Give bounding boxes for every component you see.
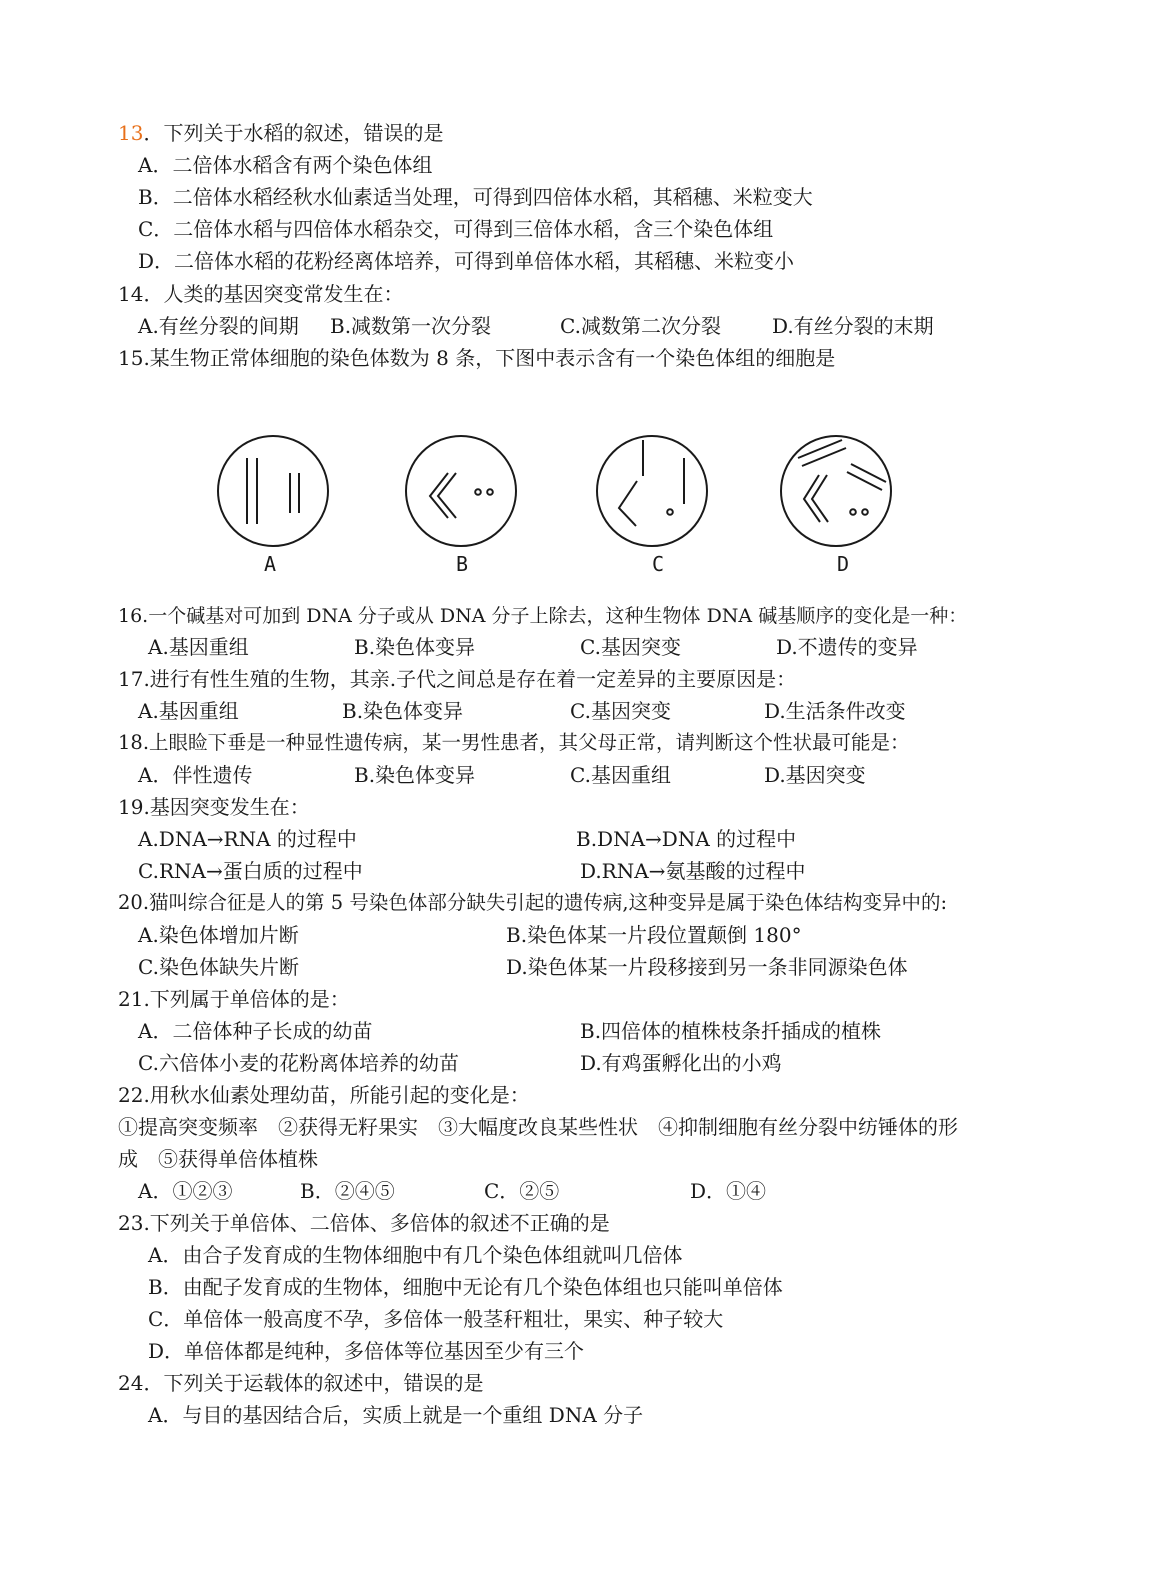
question-13-option-a: A．二倍体水稻含有两个染色体组 [138, 153, 433, 177]
question-19-option-c: C.RNA→蛋白质的过程中 [138, 859, 363, 883]
question-14-option-d: D.有丝分裂的末期 [772, 314, 934, 338]
question-15-stem: 15.某生物正常体细胞的染色体数为 8 条，下图中表示含有一个染色体组的细胞是 [118, 346, 836, 370]
question-19-option-a: A.DNA→RNA 的过程中 [138, 827, 357, 851]
question-22-option-d: D．①④ [690, 1179, 767, 1203]
question-21-stem: 21.下列属于单倍体的是： [118, 987, 350, 1011]
question-23-option-c: C．单倍体一般高度不孕，多倍体一般茎秆粗壮，果实、种子较大 [148, 1307, 724, 1331]
question-16-option-b: B.染色体变异 [354, 635, 476, 659]
question-21-option-a: A．二倍体种子长成的幼苗 [138, 1019, 373, 1043]
question-13-stem [118, 120, 443, 146]
question-22-option-a: A．①②③ [138, 1179, 233, 1203]
question-22-option-c: C．②⑤ [484, 1179, 560, 1203]
question-17-option-c: C.基因突变 [570, 699, 671, 723]
question-14-option-b: B.减数第一次分裂 [330, 314, 492, 338]
question-20-option-a: A.染色体增加片断 [138, 923, 299, 947]
question-19-option-d: D.RNA→氨基酸的过程中 [580, 859, 806, 883]
question-16-option-d: D.不遗传的变异 [776, 635, 918, 659]
question-20-stem: 20.猫叫综合征是人的第 5 号染色体部分缺失引起的遗传病,这种变异是属于染色体结构变异中的: [118, 891, 948, 914]
question-13-option-b: B．二倍体水稻经秋水仙素适当处理，可得到四倍体水稻，其稻穗、米粒变大 [138, 185, 813, 209]
question-20-option-b: B.染色体某一片段位置颠倒 180° [506, 923, 802, 947]
question-24-stem: 24．下列关于运载体的叙述中，错误的是 [118, 1371, 484, 1395]
question-19-stem: 19.基因突变发生在： [118, 795, 310, 819]
question-24-option-a: A．与目的基因结合后，实质上就是一个重组 DNA 分子 [148, 1403, 644, 1427]
question-13-number: 13 [118, 121, 144, 145]
question-22-option-b: B．②④⑤ [300, 1179, 395, 1203]
question-13-text: ．下列关于水稻的叙述，错误的是 [143, 121, 444, 145]
question-21-option-d: D.有鸡蛋孵化出的小鸡 [580, 1051, 782, 1075]
figure-label-b: B [456, 552, 469, 576]
question-23-option-b: B．由配子发育成的生物体，细胞中无论有几个染色体组也只能叫单倍体 [148, 1275, 783, 1299]
cell-c [597, 436, 707, 546]
question-17-option-a: A.基因重组 [138, 699, 239, 723]
question-16-stem: 16.一个碱基对可加到 DNA 分子或从 DNA 分子上除去，这种生物体 DNA 碱基顺序的变化是一种： [118, 605, 968, 627]
question-20-option-c: C.染色体缺失片断 [138, 955, 299, 979]
question-23-option-d: D．单倍体都是纯种，多倍体等位基因至少有三个 [148, 1339, 585, 1363]
question-23-option-a: A．由合子发育成的生物体细胞中有几个染色体组就叫几倍体 [148, 1243, 683, 1267]
figure-label-a: A [264, 552, 277, 576]
question-16-option-c: C.基因突变 [580, 635, 681, 659]
question-17-option-d: D.生活条件改变 [764, 699, 906, 723]
chromosome-cell-figure [200, 418, 920, 578]
question-18-option-c: C.基因重组 [570, 763, 671, 787]
figure-label-c: C [652, 552, 665, 576]
question-17-stem: 17.进行有性生殖的生物，其亲.子代之间总是存在着一定差异的主要原因是： [118, 667, 797, 691]
question-17-option-b: B.染色体变异 [342, 699, 464, 723]
question-18-option-b: B.染色体变异 [354, 763, 476, 787]
question-14-option-a: A.有丝分裂的间期 [138, 314, 299, 338]
question-23-stem: 23.下列关于单倍体、二倍体、多倍体的叙述不正确的是 [118, 1211, 610, 1235]
question-22-items-line-2: 成 ⑤获得单倍体植株 [118, 1147, 318, 1171]
question-18-option-d: D.基因突变 [764, 763, 866, 787]
figure-label-d: D [837, 552, 850, 576]
question-21-option-b: B.四倍体的植株枝条扦插成的植株 [580, 1019, 882, 1043]
question-14-stem: 14．人类的基因突变常发生在： [118, 282, 404, 306]
question-22-items-line-1: ①提高突变频率 ②获得无籽果实 ③大幅度改良某些性状 ④抑制细胞有丝分裂中纺锤体的形 [118, 1115, 958, 1139]
question-22-stem: 22.用秋水仙素处理幼苗，所能引起的变化是： [118, 1083, 530, 1107]
question-18-option-a: A．伴性遗传 [138, 763, 253, 787]
question-18-stem: 18.上眼睑下垂是一种显性遗传病，某一男性患者，其父母正常，请判断这个性状最可能是： [118, 731, 910, 754]
question-19-option-b: B.DNA→DNA 的过程中 [576, 827, 797, 851]
question-13-option-c: C．二倍体水稻与四倍体水稻杂交，可得到三倍体水稻，含三个染色体组 [138, 217, 774, 241]
question-14-option-c: C.减数第二次分裂 [560, 314, 721, 338]
question-20-option-d: D.染色体某一片段移接到另一条非同源染色体 [506, 955, 908, 979]
cell-d [781, 436, 891, 546]
cell-a [218, 436, 328, 546]
question-21-option-c: C.六倍体小麦的花粉离体培养的幼苗 [138, 1051, 459, 1075]
cell-b [406, 436, 516, 546]
question-16-option-a: A.基因重组 [148, 635, 249, 659]
question-13-option-d: D．二倍体水稻的花粉经离体培养，可得到单倍体水稻，其稻穗、米粒变小 [138, 249, 795, 273]
